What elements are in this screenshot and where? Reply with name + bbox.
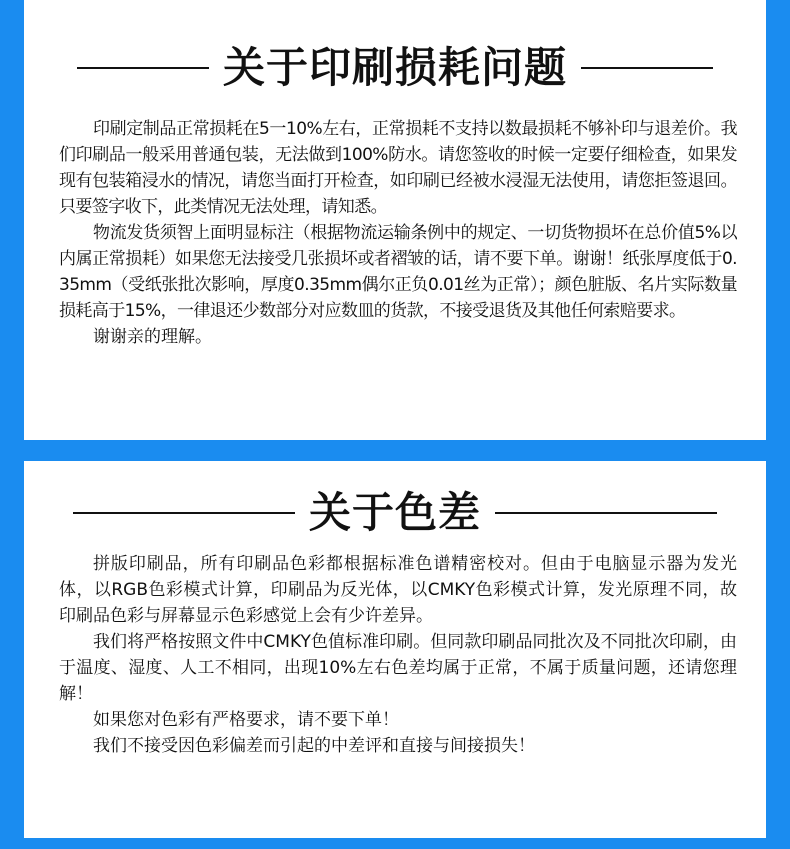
loss-policy-paragraph: 印刷定制品正常损耗在5一10%左右，正常损耗不支持以数最损耗不够补印与退差价。我们印刷品一般采用普通包装，无法做到100%防水。请您签收的时候一定要仔细检查，如果发现有包装箱浸水的情况，请您当面打开检查，如印刷已经被水浸湿无法使用，请您拒签退回。只要签字收下，此类情况无法处理，请知悉。 xyxy=(59,119,737,217)
loss-policy-title: 关于印刷损耗问题 xyxy=(222,43,567,92)
color-difference-panel xyxy=(24,461,766,838)
heading-rule-left xyxy=(77,67,209,69)
color-difference-paragraph: 我们将严格按照文件中CMKY色值标准印刷。但同款印刷品同批次及不同批次印刷，由于温度、湿度、人工不相同，出现10%左右色差均属于正常，不属于质量问题，还请您理解！ xyxy=(59,632,737,704)
color-difference-paragraph: 我们不接受因色彩偏差而引起的中差评和直接与间接损失！ xyxy=(93,736,535,756)
heading-rule-right xyxy=(581,67,713,69)
color-difference-title: 关于色差 xyxy=(308,488,481,537)
loss-policy-paragraph: 谢谢亲的理解。 xyxy=(93,327,212,347)
loss-policy-panel xyxy=(24,0,766,440)
loss-policy-heading-row xyxy=(24,40,766,96)
loss-policy-paragraph: 物流发货须智上面明显标注（根据物流运输条例中的规定、一切货物损坏在总价值5%以内属正常损耗）如果您无法接受几张损坏或者褶皱的话，请不要下单。谢谢！纸张厚度低于0.35mm（受纸张批次影响，厚度0.35mm偶尔正负0.01丝为正常）；颜色脏版、名片实际数量损耗高于15%，一律退还少数部分对应数皿的货款，不接受退货及其他任何索赔要求。 xyxy=(59,223,737,321)
color-difference-paragraph: 如果您对色彩有严格要求，请不要下单！ xyxy=(93,710,399,730)
heading-rule-left xyxy=(73,512,295,514)
heading-rule-right xyxy=(495,512,717,514)
color-difference-body xyxy=(59,551,737,759)
color-difference-heading-row xyxy=(24,485,766,541)
color-difference-paragraph: 拼版印刷品，所有印刷品色彩都根据标准色谱精密校对。但由于电脑显示器为发光体，以RGB色彩模式计算，印刷品为反光体，以CMKY色彩模式计算，发光原理不同，故印刷品色彩与屏幕显示色彩感觉上会有少许差异。 xyxy=(59,554,737,626)
loss-policy-body xyxy=(59,116,737,350)
